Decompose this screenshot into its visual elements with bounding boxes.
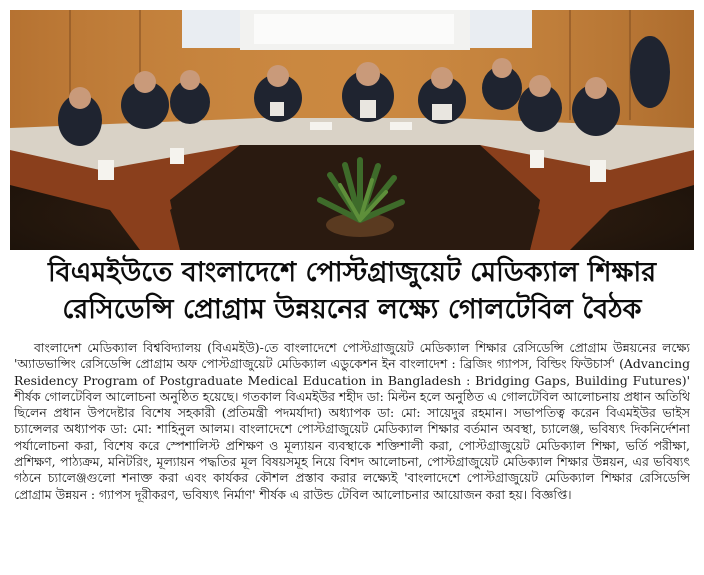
body-paragraph: বাংলাদেশ মেডিক্যাল বিশ্ববিদ্যালয় (বিএমইউ)-তে বাংলাদেশে পোস্টগ্রাজুয়েট মেডিক্যাল শিক্ষার রেসিডেন্সি প্রোগ্রাম উন্নয়নের লক্ষ্যে 'অ্যাডভান্সিং রেসিডেন্সি প্রোগ্রাম অফ পোস্টগ্রাজুয়েট মেডিক্যাল এডুকেশন ইন বাংলাদেশ : ব্রিজিং গ্যাপস, বিল্ডিং ফিউচার্স' (Advancing Residency Program of Postgraduate Medical Education in Bangladesh : Bridging Gaps, Building Futures)' শীর্ষক গোলটেবিল আলোচনা অনুষ্ঠিত হয়েছে। গতকাল বিএমইউর শহীদ ডা: মিল্টন হলে অনুষ্ঠিত এ গোলটেবিল আলোচনায় প্রধান অতিথি ছিলেন প্রধান উপদেষ্টার বিশেষ সহকারী (প্রতিমন্ত্রী পদমর্যাদা) অধ্যাপক ডা: মো: সায়েদুর রহমান। সভাপতিত্ব করেন বিএমইউর ভাইস চ্যান্সেলর অধ্যাপক ডা: মো: শাহিনুল আলম। বাংলাদেশে পোস্টগ্রাজুয়েট মেডিক্যাল শিক্ষার বর্তমান অবস্থা, চ্যালেঞ্জ, ভবিষ্যৎ দিকনির্দেশনা পর্যালোচনা করা, বিশেষ করে স্পেশালিস্ট প্রশিক্ষণ ও মূল্যায়ন ব্যবস্থাকে শক্তিশালী করা, পোস্টগ্রাজুয়েট মেডিক্যাল শিক্ষা, ভর্তি পরীক্ষা, প্রশিক্ষণ, পাঠ্যক্রম, মনিটরিং, মূল্যায়ন পদ্ধতির মূল বিষয়সমূহ নিয়ে বিশদ আলোচনা, পোস্টগ্রাজুয়েট মেডিক্যাল শিক্ষার উন্নয়ন, এর ভবিষ্যৎ গঠনে চ্যালেঞ্জগুলো শনাক্ত করা এবং কার্যকর কৌশল প্রস্তাব করার লক্ষ্যেই 'বাংলাদেশে পোস্টগ্রাজুয়েট মেডিক্যাল শিক্ষার রেসিডেন্সি প্রোগ্রাম উন্নয়ন : গ্যাপস দূরীকরণ, ভবিষ্যৎ নির্মাণ' শীর্ষক এ রাউন্ড টেবিল আলোচনার আয়োজন করা হয়। বিজ্ঞপ্তি। bbox=[14, 340, 690, 502]
headline-line-2: রেসিডেন্সি প্রোগ্রাম উন্নয়নের লক্ষ্যে গোলটেবিল বৈঠক bbox=[62, 294, 642, 325]
headline-line-1: বিএমইউতে বাংলাদেশে পোস্টগ্রাজুয়েট মেডিক্যাল শিক্ষার bbox=[47, 257, 657, 288]
article-photo bbox=[10, 10, 694, 250]
article-headline bbox=[10, 254, 694, 328]
roundtable-meeting-photo bbox=[10, 10, 694, 250]
article-body bbox=[14, 340, 690, 566]
